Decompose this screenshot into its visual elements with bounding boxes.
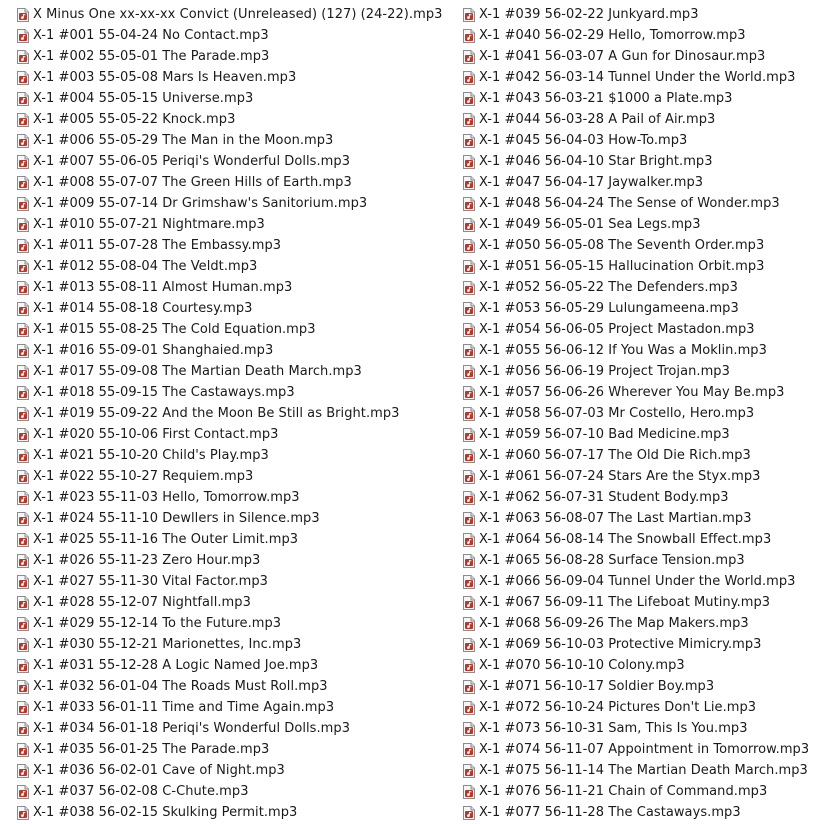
file-name: X-1 #023 55-11-03 Hello, Tomorrow.mp3 (33, 490, 300, 505)
file-name: X-1 #008 55-07-07 The Green Hills of Earth.mp3 (33, 175, 352, 190)
audio-file-icon (463, 323, 475, 337)
audio-file-icon (17, 680, 29, 694)
file-name: X-1 #060 56-07-17 The Old Die Rich.mp3 (479, 448, 751, 463)
file-item[interactable] (0, 550, 461, 571)
file-item[interactable] (461, 487, 819, 508)
file-item[interactable] (461, 655, 819, 676)
file-item[interactable] (461, 319, 819, 340)
audio-file-icon (463, 638, 475, 652)
file-item[interactable] (0, 592, 461, 613)
file-name: X-1 #025 55-11-16 The Outer Limit.mp3 (33, 532, 299, 547)
audio-file-icon (17, 512, 29, 526)
file-item[interactable] (461, 802, 819, 823)
file-name: X-1 #022 55-10-27 Requiem.mp3 (33, 469, 254, 484)
file-name: X-1 #001 55-04-24 No Contact.mp3 (33, 28, 269, 43)
audio-file-icon (463, 701, 475, 715)
file-item[interactable] (0, 25, 461, 46)
file-name: X-1 #017 55-09-08 The Martian Death March.mp3 (33, 364, 362, 379)
file-name: X-1 #051 56-05-15 Hallucination Orbit.mp3 (479, 259, 765, 274)
file-name: X-1 #018 55-09-15 The Castaways.mp3 (33, 385, 295, 400)
file-name: X-1 #041 56-03-07 A Gun for Dinosaur.mp3 (479, 49, 766, 64)
audio-file-icon (463, 50, 475, 64)
file-list (0, 4, 819, 824)
file-name: X-1 #049 56-05-01 Sea Legs.mp3 (479, 217, 701, 232)
file-item[interactable] (0, 277, 461, 298)
file-item[interactable] (0, 403, 461, 424)
audio-file-icon (17, 50, 29, 64)
file-name: X-1 #040 56-02-29 Hello, Tomorrow.mp3 (479, 28, 746, 43)
audio-file-icon (17, 260, 29, 274)
file-name: X-1 #042 56-03-14 Tunnel Under the World.mp3 (479, 70, 796, 85)
file-name: X-1 #029 55-12-14 To the Future.mp3 (33, 616, 282, 631)
audio-file-icon (17, 8, 29, 22)
file-item[interactable] (461, 340, 819, 361)
file-name: X-1 #057 56-06-26 Wherever You May Be.mp3 (479, 385, 785, 400)
file-item[interactable] (0, 235, 461, 256)
file-item[interactable] (461, 571, 819, 592)
file-item[interactable] (0, 214, 461, 235)
file-item[interactable] (0, 529, 461, 550)
audio-file-icon (463, 134, 475, 148)
audio-file-icon (17, 176, 29, 190)
audio-file-icon (463, 659, 475, 673)
audio-file-icon (17, 554, 29, 568)
file-item[interactable] (0, 739, 461, 760)
file-name: X-1 #034 56-01-18 Periqi's Wonderful Dolls.mp3 (33, 721, 351, 736)
audio-file-icon (463, 218, 475, 232)
file-item[interactable] (461, 382, 819, 403)
file-name: X-1 #070 56-10-10 Colony.mp3 (479, 658, 685, 673)
audio-file-icon (463, 785, 475, 799)
file-item[interactable] (461, 466, 819, 487)
file-name: X-1 #056 56-06-19 Project Trojan.mp3 (479, 364, 730, 379)
file-item[interactable] (461, 151, 819, 172)
file-name: X-1 #026 55-11-23 Zero Hour.mp3 (33, 553, 261, 568)
audio-file-icon (17, 449, 29, 463)
file-name: X-1 #047 56-04-17 Jaywalker.mp3 (479, 175, 704, 190)
file-name: X-1 #007 55-06-05 Periqi's Wonderful Dolls.mp3 (33, 154, 351, 169)
audio-file-icon (463, 29, 475, 43)
file-item[interactable] (0, 781, 461, 802)
audio-file-icon (463, 407, 475, 421)
file-name: X-1 #066 56-09-04 Tunnel Under the World.mp3 (479, 574, 796, 589)
audio-file-icon (17, 218, 29, 232)
audio-file-icon (463, 596, 475, 610)
file-name: X-1 #074 56-11-07 Appointment in Tomorrow.mp3 (479, 742, 810, 757)
audio-file-icon (463, 428, 475, 442)
file-item[interactable] (0, 613, 461, 634)
audio-file-icon (17, 764, 29, 778)
file-name: X-1 #075 56-11-14 The Martian Death March.mp3 (479, 763, 808, 778)
file-name: X-1 #058 56-07-03 Mr Costello, Hero.mp3 (479, 406, 755, 421)
file-item[interactable] (461, 718, 819, 739)
file-item[interactable] (461, 298, 819, 319)
audio-file-icon (463, 533, 475, 547)
file-item[interactable] (461, 634, 819, 655)
file-name: X-1 #050 56-05-08 The Seventh Order.mp3 (479, 238, 765, 253)
audio-file-icon (463, 176, 475, 190)
file-name: X-1 #052 56-05-22 The Defenders.mp3 (479, 280, 738, 295)
file-name: X-1 #044 56-03-28 A Pail of Air.mp3 (479, 112, 716, 127)
audio-file-icon (17, 806, 29, 820)
audio-file-icon (17, 575, 29, 589)
file-item[interactable] (0, 130, 461, 151)
file-item[interactable] (461, 697, 819, 718)
file-item[interactable] (461, 4, 819, 25)
file-item[interactable] (461, 781, 819, 802)
audio-file-icon (17, 533, 29, 547)
file-item[interactable] (461, 676, 819, 697)
file-item[interactable] (0, 718, 461, 739)
file-item[interactable] (0, 46, 461, 67)
audio-file-icon (17, 92, 29, 106)
file-item[interactable] (0, 382, 461, 403)
file-name: X-1 #012 55-08-04 The Veldt.mp3 (33, 259, 258, 274)
file-item[interactable] (461, 508, 819, 529)
file-item[interactable] (0, 88, 461, 109)
file-item[interactable] (0, 193, 461, 214)
audio-file-icon (463, 302, 475, 316)
audio-file-icon (17, 470, 29, 484)
file-item[interactable] (0, 487, 461, 508)
audio-file-icon (463, 617, 475, 631)
audio-file-icon (463, 260, 475, 274)
file-name: X-1 #048 56-04-24 The Sense of Wonder.mp3 (479, 196, 780, 211)
audio-file-icon (17, 659, 29, 673)
audio-file-icon (463, 239, 475, 253)
file-item[interactable] (461, 193, 819, 214)
file-name: X-1 #005 55-05-22 Knock.mp3 (33, 112, 236, 127)
audio-file-icon (463, 8, 475, 22)
file-item[interactable] (0, 802, 461, 823)
file-item[interactable] (0, 466, 461, 487)
file-name: X-1 #024 55-11-10 Dewllers in Silence.mp3 (33, 511, 320, 526)
file-item[interactable] (461, 592, 819, 613)
file-item[interactable] (461, 235, 819, 256)
audio-file-icon (17, 302, 29, 316)
file-name: X-1 #071 56-10-17 Soldier Boy.mp3 (479, 679, 715, 694)
file-item[interactable] (0, 634, 461, 655)
file-item[interactable] (0, 256, 461, 277)
audio-file-icon (17, 344, 29, 358)
audio-file-icon (17, 155, 29, 169)
file-name: X-1 #045 56-04-03 How-To.mp3 (479, 133, 688, 148)
audio-file-icon (17, 323, 29, 337)
file-name: X-1 #009 55-07-14 Dr Grimshaw's Sanitorium.mp3 (33, 196, 368, 211)
file-item[interactable] (0, 676, 461, 697)
audio-file-icon (463, 575, 475, 589)
file-item[interactable] (461, 403, 819, 424)
file-name: X-1 #027 55-11-30 Vital Factor.mp3 (33, 574, 268, 589)
audio-file-icon (463, 722, 475, 736)
file-item[interactable] (0, 4, 461, 25)
audio-file-icon (17, 197, 29, 211)
file-item[interactable] (461, 424, 819, 445)
audio-file-icon (17, 71, 29, 85)
audio-file-icon (463, 71, 475, 85)
file-name: X-1 #036 56-02-01 Cave of Night.mp3 (33, 763, 285, 778)
file-item[interactable] (0, 109, 461, 130)
file-item[interactable] (0, 571, 461, 592)
file-name: X-1 #031 55-12-28 A Logic Named Joe.mp3 (33, 658, 319, 673)
file-item[interactable] (461, 256, 819, 277)
file-name: X-1 #072 56-10-24 Pictures Don't Lie.mp3 (479, 700, 757, 715)
audio-file-icon (17, 365, 29, 379)
file-item[interactable] (461, 613, 819, 634)
file-item[interactable] (461, 25, 819, 46)
file-item[interactable] (0, 67, 461, 88)
file-name: X-1 #010 55-07-21 Nightmare.mp3 (33, 217, 265, 232)
audio-file-icon (463, 197, 475, 211)
audio-file-icon (463, 365, 475, 379)
audio-file-icon (463, 512, 475, 526)
file-name: X-1 #064 56-08-14 The Snowball Effect.mp3 (479, 532, 772, 547)
file-item[interactable] (461, 760, 819, 781)
file-name: X-1 #019 55-09-22 And the Moon Be Still as Bright.mp3 (33, 406, 400, 421)
file-name: X-1 #021 55-10-20 Child's Play.mp3 (33, 448, 269, 463)
file-name: X-1 #016 55-09-01 Shanghaied.mp3 (33, 343, 274, 358)
file-item[interactable] (0, 298, 461, 319)
file-name: X-1 #053 56-05-29 Lulungameena.mp3 (479, 301, 739, 316)
audio-file-icon (17, 617, 29, 631)
file-item[interactable] (461, 88, 819, 109)
file-name: X-1 #076 56-11-21 Chain of Command.mp3 (479, 784, 768, 799)
file-name: X-1 #011 55-07-28 The Embassy.mp3 (33, 238, 282, 253)
audio-file-icon (463, 491, 475, 505)
file-item[interactable] (0, 760, 461, 781)
audio-file-icon (17, 428, 29, 442)
file-item[interactable] (461, 172, 819, 193)
file-name: X-1 #030 55-12-21 Marionettes, Inc.mp3 (33, 637, 302, 652)
file-name: X-1 #014 55-08-18 Courtesy.mp3 (33, 301, 253, 316)
file-name: X-1 #065 56-08-28 Surface Tension.mp3 (479, 553, 745, 568)
file-item[interactable] (0, 424, 461, 445)
file-name: X-1 #028 55-12-07 Nightfall.mp3 (33, 595, 251, 610)
file-item[interactable] (461, 529, 819, 550)
audio-file-icon (17, 722, 29, 736)
audio-file-icon (17, 407, 29, 421)
audio-file-icon (463, 554, 475, 568)
file-name: X-1 #039 56-02-22 Junkyard.mp3 (479, 7, 699, 22)
audio-file-icon (17, 596, 29, 610)
file-item[interactable] (0, 445, 461, 466)
file-item[interactable] (461, 739, 819, 760)
file-item[interactable] (461, 361, 819, 382)
audio-file-icon (463, 743, 475, 757)
file-item[interactable] (0, 508, 461, 529)
file-item[interactable] (0, 319, 461, 340)
audio-file-icon (463, 155, 475, 169)
file-item[interactable] (0, 340, 461, 361)
file-item[interactable] (461, 277, 819, 298)
file-name: X-1 #068 56-09-26 The Map Makers.mp3 (479, 616, 749, 631)
file-name: X-1 #077 56-11-28 The Castaways.mp3 (479, 805, 741, 820)
audio-file-icon (17, 785, 29, 799)
file-name: X-1 #003 55-05-08 Mars Is Heaven.mp3 (33, 70, 297, 85)
file-item[interactable] (461, 214, 819, 235)
file-name: X-1 #002 55-05-01 The Parade.mp3 (33, 49, 270, 64)
audio-file-icon (17, 491, 29, 505)
audio-file-icon (17, 743, 29, 757)
file-item[interactable] (461, 550, 819, 571)
audio-file-icon (17, 134, 29, 148)
audio-file-icon (463, 680, 475, 694)
file-item[interactable] (0, 172, 461, 193)
file-item[interactable] (0, 151, 461, 172)
file-name: X-1 #004 55-05-15 Universe.mp3 (33, 91, 254, 106)
file-name: X-1 #059 56-07-10 Bad Medicine.mp3 (479, 427, 730, 442)
file-name: X-1 #043 56-03-21 $1000 a Plate.mp3 (479, 91, 733, 106)
file-item[interactable] (0, 697, 461, 718)
file-name: X-1 #055 56-06-12 If You Was a Moklin.mp3 (479, 343, 767, 358)
file-name: X-1 #020 55-10-06 First Contact.mp3 (33, 427, 279, 442)
file-item[interactable] (461, 130, 819, 151)
audio-file-icon (463, 92, 475, 106)
audio-file-icon (463, 344, 475, 358)
file-name: X-1 #035 56-01-25 The Parade.mp3 (33, 742, 270, 757)
audio-file-icon (463, 470, 475, 484)
file-item[interactable] (0, 361, 461, 382)
audio-file-icon (17, 701, 29, 715)
file-item[interactable] (461, 67, 819, 88)
audio-file-icon (463, 386, 475, 400)
audio-file-icon (463, 449, 475, 463)
file-name: X-1 #061 56-07-24 Stars Are the Styx.mp3 (479, 469, 761, 484)
file-item[interactable] (0, 655, 461, 676)
file-name: X-1 #067 56-09-11 The Lifeboat Mutiny.mp3 (479, 595, 771, 610)
file-name: X Minus One xx-xx-xx Convict (Unreleased) (127) (24-22).mp3 (33, 7, 443, 22)
file-name: X-1 #063 56-08-07 The Last Martian.mp3 (479, 511, 752, 526)
audio-file-icon (17, 239, 29, 253)
file-item[interactable] (461, 445, 819, 466)
audio-file-icon (463, 281, 475, 295)
file-name: X-1 #069 56-10-03 Protective Mimicry.mp3 (479, 637, 762, 652)
file-name: X-1 #015 55-08-25 The Cold Equation.mp3 (33, 322, 316, 337)
file-name: X-1 #037 56-02-08 C-Chute.mp3 (33, 784, 249, 799)
file-name: X-1 #062 56-07-31 Student Body.mp3 (479, 490, 729, 505)
audio-file-icon (17, 281, 29, 295)
file-name: X-1 #006 55-05-29 The Man in the Moon.mp3 (33, 133, 334, 148)
file-name: X-1 #032 56-01-04 The Roads Must Roll.mp3 (33, 679, 328, 694)
audio-file-icon (463, 764, 475, 778)
audio-file-icon (17, 386, 29, 400)
file-name: X-1 #038 56-02-15 Skulking Permit.mp3 (33, 805, 298, 820)
file-item[interactable] (461, 46, 819, 67)
file-name: X-1 #046 56-04-10 Star Bright.mp3 (479, 154, 713, 169)
audio-file-icon (17, 113, 29, 127)
audio-file-icon (17, 638, 29, 652)
file-name: X-1 #033 56-01-11 Time and Time Again.mp3 (33, 700, 335, 715)
file-item[interactable] (461, 109, 819, 130)
audio-file-icon (463, 806, 475, 820)
file-name: X-1 #013 55-08-11 Almost Human.mp3 (33, 280, 293, 295)
file-name: X-1 #073 56-10-31 Sam, This Is You.mp3 (479, 721, 748, 736)
file-name: X-1 #054 56-06-05 Project Mastadon.mp3 (479, 322, 755, 337)
audio-file-icon (463, 113, 475, 127)
audio-file-icon (17, 29, 29, 43)
